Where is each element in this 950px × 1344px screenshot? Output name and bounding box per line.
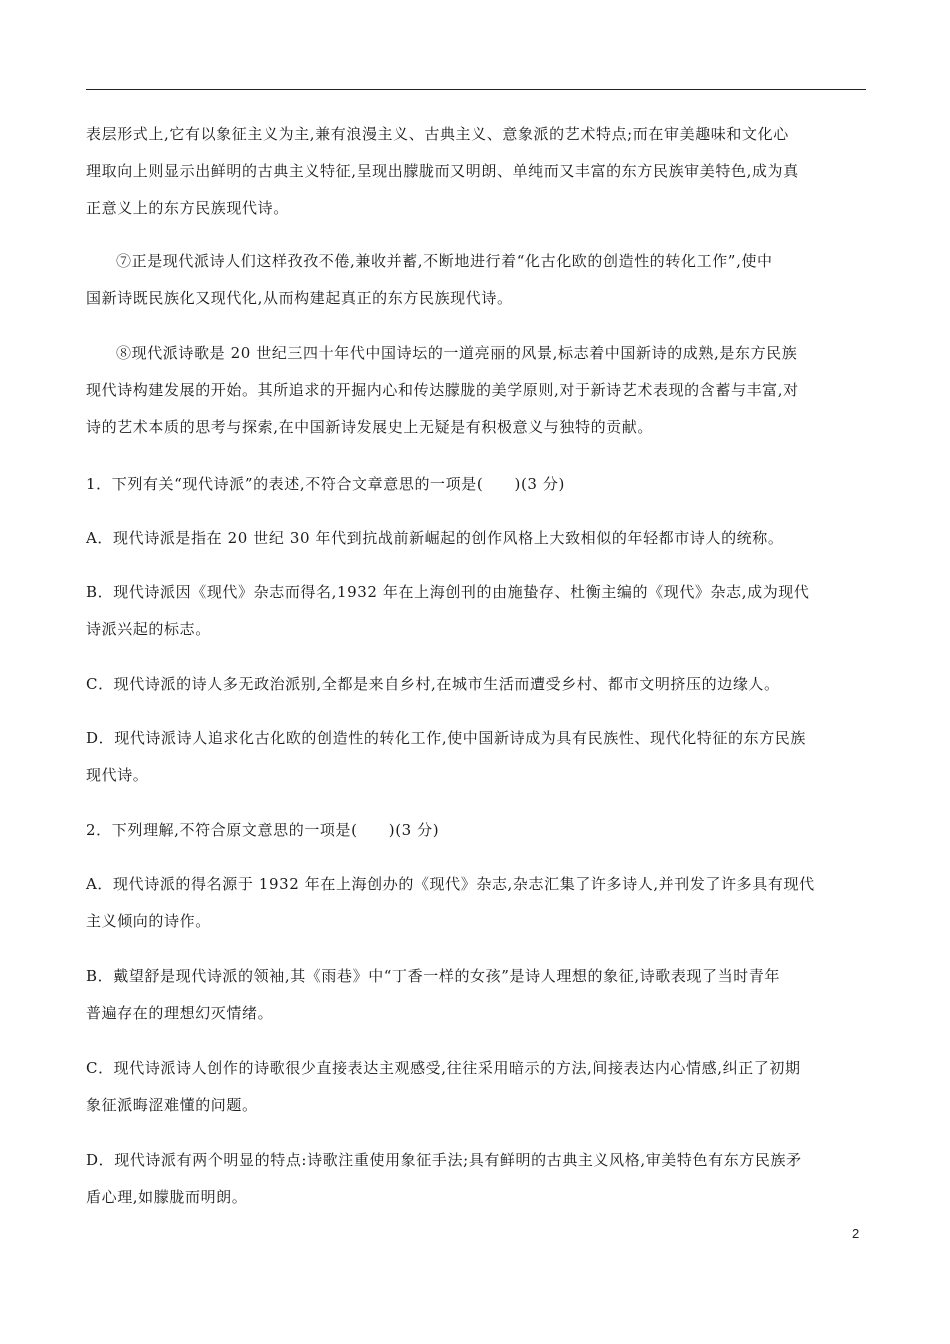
question-1-option-d [86, 720, 866, 794]
text-line: 表层形式上,它有以象征主义为主,兼有浪漫主义、古典主义、意象派的艺术特点;而在审美趣味和文化心 [86, 125, 789, 143]
page-number: 2 [852, 1226, 860, 1241]
option-line: 诗派兴起的标志。 [86, 620, 211, 638]
option-line: D．现代诗派诗人追求化古化欧的创造性的转化工作,使中国新诗成为具有民族性、现代化特征的东方民族 [86, 729, 806, 747]
text-line: 理取向上则显示出鲜明的古典主义特征,呈现出朦胧而又明朗、单纯而又丰富的东方民族审美特色,成为真 [86, 162, 799, 180]
option-line: A．现代诗派是指在 20 世纪 30 年代到抗战前新崛起的创作风格上大致相似的年轻都市诗人的统称。 [86, 529, 784, 547]
question-1-option-c [86, 666, 866, 703]
question-2-stem [86, 812, 866, 849]
option-line: A．现代诗派的得名源于 1932 年在上海创办的《现代》杂志,杂志汇集了许多诗人,并刊发了许多具有现代 [86, 875, 815, 893]
option-line: 普遍存在的理想幻灭情绪。 [86, 1004, 274, 1022]
question-2-option-a [86, 866, 866, 940]
text-line: 现代诗构建发展的开始。其所追求的开掘内心和传达朦胧的美学原则,对于新诗艺术表现的含蓄与丰富,对 [86, 381, 799, 399]
question-1-option-b [86, 574, 866, 648]
option-line: B．现代诗派因《现代》杂志而得名,1932 年在上海创刊的由施蛰存、杜衡主编的《现代》杂志,成为现代 [86, 583, 810, 601]
question-2-option-d [86, 1142, 866, 1216]
option-line: 盾心理,如朦胧而明朗。 [86, 1188, 248, 1206]
text-line: 正意义上的东方民族现代诗。 [86, 199, 289, 217]
option-line: C．现代诗派诗人创作的诗歌很少直接表达主观感受,往往采用暗示的方法,间接表达内心情感,纠正了初期 [86, 1059, 801, 1077]
option-line: 象征派晦涩难懂的问题。 [86, 1096, 258, 1114]
text-line: ⑧现代派诗歌是 20 世纪三四十年代中国诗坛的一道亮丽的风景,标志着中国新诗的成熟,是东方民族 [116, 344, 798, 362]
question-2-option-b [86, 958, 866, 1032]
header-rule [86, 89, 866, 90]
option-line: D．现代诗派有两个明显的特点:诗歌注重使用象征手法;具有鲜明的古典主义风格,审美特色有东方民族矛 [86, 1151, 802, 1169]
paragraph-8 [86, 335, 866, 446]
text-line: 国新诗既民族化又现代化,从而构建起真正的东方民族现代诗。 [86, 289, 513, 307]
text-line: ⑦正是现代派诗人们这样孜孜不倦,兼收并蓄,不断地进行着“化古化欧的创造性的转化工作”,使中 [116, 252, 773, 270]
paragraph-7 [86, 243, 866, 317]
question-1-stem [86, 466, 866, 503]
question-2-option-c [86, 1050, 866, 1124]
option-line: C．现代诗派的诗人多无政治派别,全都是来自乡村,在城市生活而遭受乡村、都市文明挤压的边缘人。 [86, 675, 780, 693]
option-line: 主义倾向的诗作。 [86, 912, 211, 930]
question-1-option-a [86, 520, 866, 557]
paragraph-continuation [86, 116, 866, 227]
text-line: 诗的艺术本质的思考与探索,在中国新诗发展史上无疑是有积极意义与独特的贡献。 [86, 418, 653, 436]
option-line: 现代诗。 [86, 766, 149, 784]
question-stem: 2．下列理解,不符合原文意思的一项是( )(3 分) [86, 821, 440, 839]
option-line: B．戴望舒是现代诗派的领袖,其《雨巷》中“丁香一样的女孩”是诗人理想的象征,诗歌表现了当时青年 [86, 967, 781, 985]
question-stem: 1．下列有关“现代诗派”的表述,不符合文章意思的一项是( )(3 分) [86, 475, 565, 493]
